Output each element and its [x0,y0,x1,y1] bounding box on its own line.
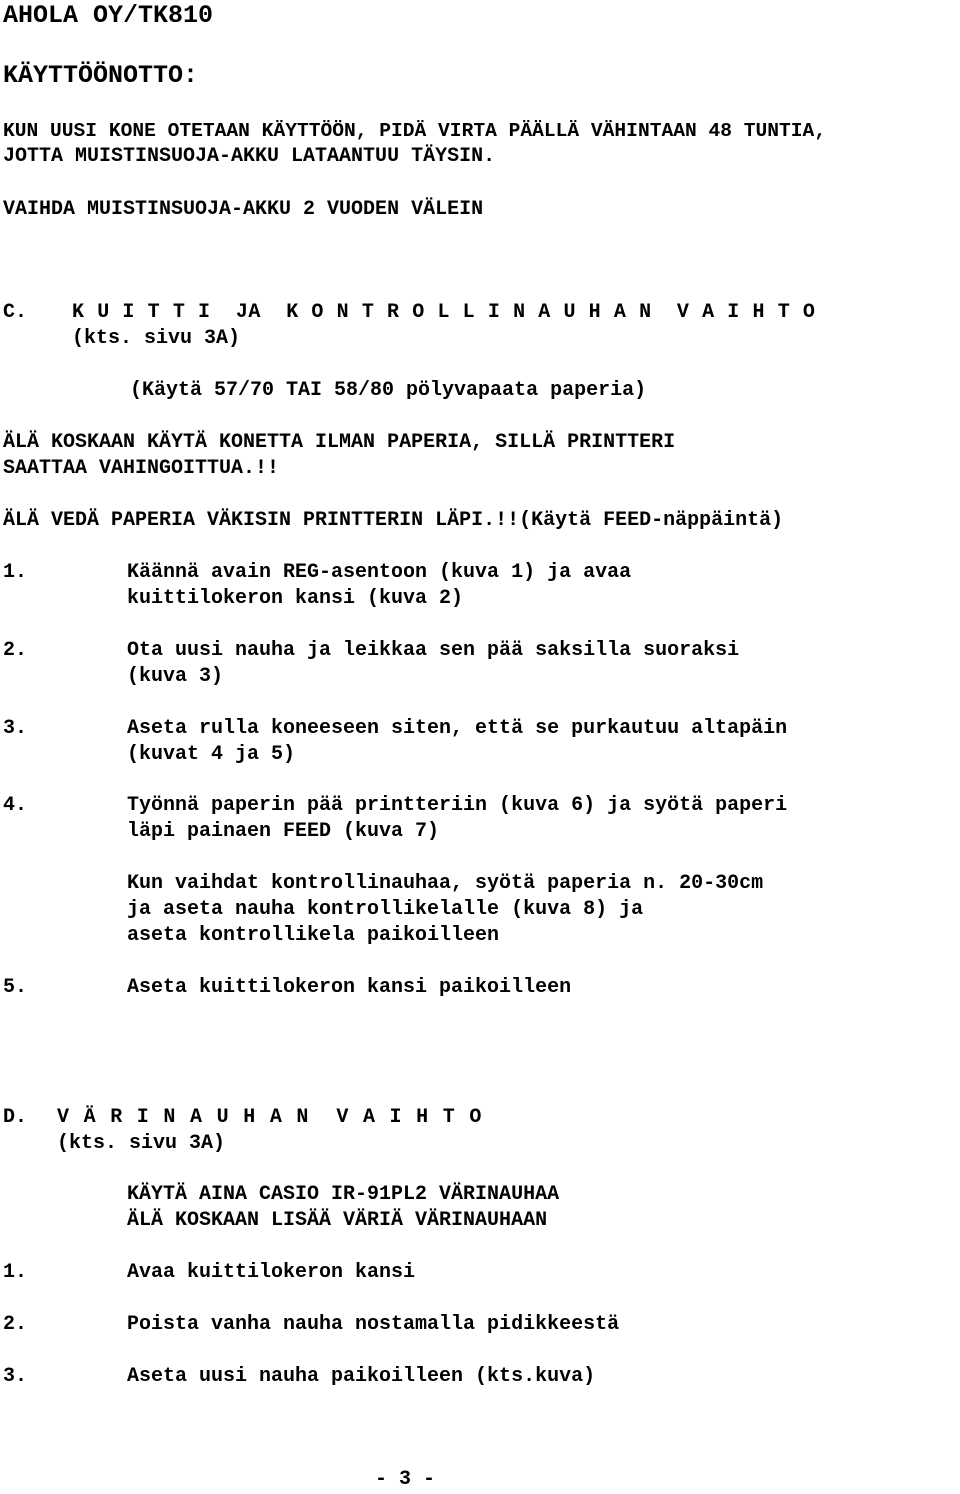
control-tape-note-line-1: Kun vaihdat kontrollinauhaa, syötä paperia n. 20-30cm [127,872,764,895]
document-title: AHOLA OY/TK810 [3,1,214,30]
step-text-continued: (kuva 3) [127,665,224,688]
control-tape-note-line-2: ja aseta nauha kontrollikelalle (kuva 8) ja [127,898,644,921]
section-c-heading: K U I T T I JA K O N T R O L L I N A U H A N V A I H T O [72,301,816,324]
warning-no-paper-line-2: SAATTAA VAHINGOITTUA.!! [3,457,280,480]
ribbon-note-2: ÄLÄ KOSKAAN LISÄÄ VÄRIÄ VÄRINAUHAAN [127,1209,548,1232]
section-c-prefix: C. [3,301,28,324]
step-text: Ota uusi nauha ja leikkaa sen pää saksilla suoraksi [127,639,740,662]
section-d-heading: V Ä R I N A U H A N V A I H T O [57,1106,483,1129]
step-text: Aseta rulla koneeseen siten, että se purkautuu altapäin [127,717,788,740]
step-text: Aseta uusi nauha paikoilleen (kts.kuva) [127,1365,596,1388]
step-number: 3. [3,1365,28,1388]
ribbon-note-1: KÄYTÄ AINA CASIO IR-91PL2 VÄRINAUHAA [127,1183,560,1206]
step-text: Poista vanha nauha nostamalla pidikkeestä [127,1313,620,1336]
control-tape-note-line-3: aseta kontrollikela paikoilleen [127,924,500,947]
intro-line-3: VAIHDA MUISTINSUOJA-AKKU 2 VUODEN VÄLEIN [3,198,484,221]
step-number: 1. [3,1261,28,1284]
page-number: - 3 - [375,1468,436,1491]
step-text: Käännä avain REG-asentoon (kuva 1) ja avaa [127,561,632,584]
section-d-reference: (kts. sivu 3A) [57,1132,226,1155]
section-c-reference: (kts. sivu 3A) [72,327,241,350]
step-text-continued: läpi painaen FEED (kuva 7) [127,820,440,843]
section-heading-kayttoonotto: KÄYTTÖÖNOTTO: [3,61,199,90]
step-text-continued: kuittilokeron kansi (kuva 2) [127,587,464,610]
step-number: 1. [3,561,28,584]
warning-no-paper-line-1: ÄLÄ KOSKAAN KÄYTÄ KONETTA ILMAN PAPERIA, SILLÄ PRINTTERI [3,431,676,454]
step-number: 2. [3,1313,28,1336]
step-text: Työnnä paperin pää printteriin (kuva 6) ja syötä paperi [127,794,788,817]
step-text-continued: (kuvat 4 ja 5) [127,743,296,766]
paper-note: (Käytä 57/70 TAI 58/80 pölyvapaata paperia) [130,379,647,402]
step-text: Avaa kuittilokeron kansi [127,1261,416,1284]
step-number: 3. [3,717,28,740]
step-number: 4. [3,794,28,817]
step-text: Aseta kuittilokeron kansi paikoilleen [127,976,572,999]
warning-do-not-pull: ÄLÄ VEDÄ PAPERIA VÄKISIN PRINTTERIN LÄPI.!!(Käytä FEED-näppäintä) [3,509,784,532]
intro-line-2: JOTTA MUISTINSUOJA-AKKU LATAANTUU TÄYSIN. [3,145,496,168]
step-number: 5. [3,976,28,999]
section-d-prefix: D. [3,1106,28,1129]
step-number: 2. [3,639,28,662]
intro-line-1: KUN UUSI KONE OTETAAN KÄYTTÖÖN, PIDÄ VIRTA PÄÄLLÄ VÄHINTAAN 48 TUNTIA, [3,120,827,142]
